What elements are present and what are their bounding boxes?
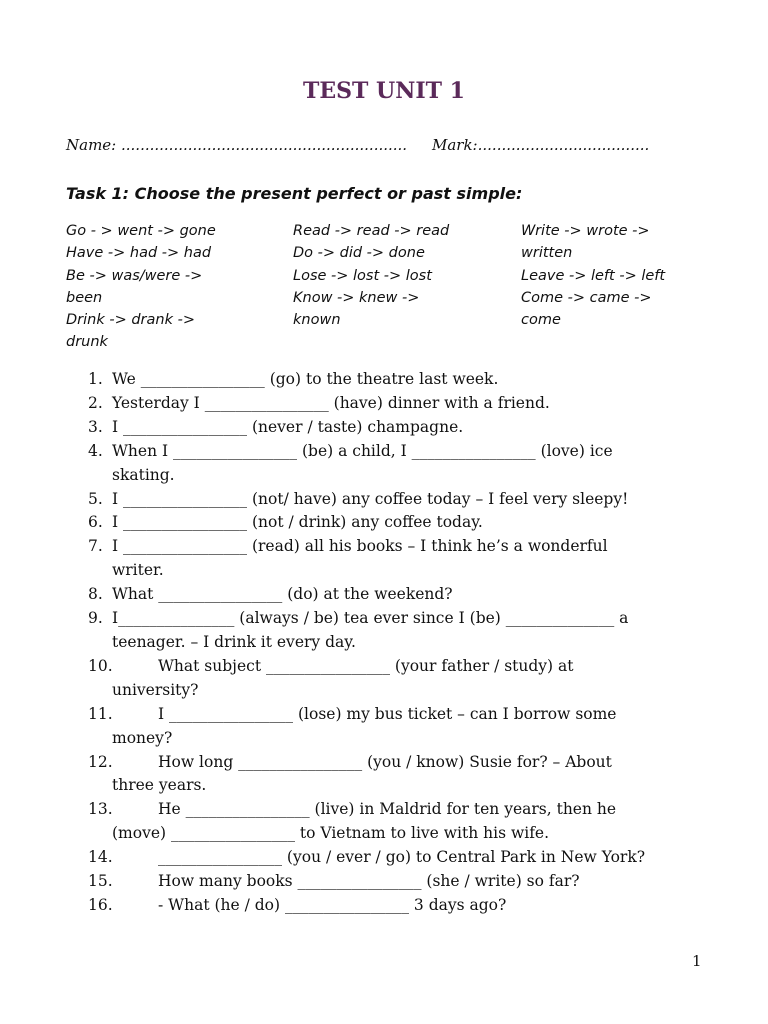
verb-entry: Read -> read -> read xyxy=(293,223,450,239)
question-item xyxy=(66,368,716,392)
verb-entry: been xyxy=(66,289,103,306)
question-item xyxy=(66,583,716,607)
question-number: 6. xyxy=(88,513,103,532)
question-text-continued: skating. xyxy=(112,465,175,484)
question-text: I ________________ (lose) my bus ticket – can I borrow some xyxy=(158,704,617,723)
verb-column-1 xyxy=(66,220,216,354)
question-text-continued: university? xyxy=(112,680,199,699)
question-text: He ________________ (live) in Maldrid for ten years, then he xyxy=(158,800,617,819)
question-list xyxy=(66,368,716,918)
verb-entry: Write -> wrote -> xyxy=(521,223,650,239)
verb-entry: written xyxy=(521,245,573,262)
question-number: 5. xyxy=(88,489,103,508)
mark-field-line: Mark:.................................... xyxy=(432,136,650,154)
question-text: We ________________ (go) to the theatre last week. xyxy=(112,370,499,388)
question-number: 15. xyxy=(88,872,113,891)
question-number: 3. xyxy=(88,417,103,436)
question-text: I ________________ (not / drink) any coffee today. xyxy=(112,513,483,532)
name-field-line: Name: ............................................................ xyxy=(66,136,408,154)
question-number: 7. xyxy=(88,537,103,556)
question-text: I ________________ (not/ have) any coffee today – I feel very sleepy! xyxy=(112,489,629,508)
question-number: 4. xyxy=(88,441,103,460)
question-text: What ________________ (do) at the weekend? xyxy=(112,585,453,604)
question-number: 8. xyxy=(88,585,103,604)
verb-entry: Go - > went -> gone xyxy=(66,223,216,239)
verb-entry: Have -> had -> had xyxy=(66,245,212,262)
question-text: I ________________ (read) all his books – I think he’s a wonderful xyxy=(112,537,608,556)
question-number: 1. xyxy=(88,370,103,388)
question-number: 2. xyxy=(88,393,103,412)
verb-entry: Do -> did -> done xyxy=(293,245,425,262)
question-number: 16. xyxy=(88,895,113,914)
verb-entry: Drink -> drank -> xyxy=(66,312,195,329)
verb-entry: drunk xyxy=(66,334,108,351)
verb-entry: known xyxy=(293,312,341,329)
question-text-continued: teenager. – I drink it every day. xyxy=(112,632,356,651)
verb-entry: come xyxy=(521,312,561,329)
verb-entry: Lose -> lost -> lost xyxy=(293,267,432,284)
verb-entry: Come -> came -> xyxy=(521,289,652,306)
question-number: 9. xyxy=(88,609,103,628)
question-item xyxy=(66,392,716,416)
question-text: What subject ________________ (your father / study) at xyxy=(158,656,574,675)
question-number: 10. xyxy=(88,656,113,675)
question-item xyxy=(66,870,716,894)
question-item xyxy=(66,798,716,846)
verb-column-2 xyxy=(293,220,449,331)
question-item xyxy=(66,894,716,918)
question-item xyxy=(66,535,716,583)
question-text-continued: writer. xyxy=(112,561,164,580)
question-item xyxy=(66,511,716,535)
verb-entry: Know -> knew -> xyxy=(293,289,420,306)
page-title: TEST UNIT 1 xyxy=(303,78,465,104)
question-text: ________________ (you / ever / go) to Central Park in New York? xyxy=(158,848,646,867)
question-number: 13. xyxy=(88,800,113,819)
question-number: 14. xyxy=(88,848,113,867)
verb-entry: Be -> was/were -> xyxy=(66,267,203,284)
question-text-continued: (move) ________________ to Vietnam to live with his wife. xyxy=(112,824,550,843)
question-text-continued: three years. xyxy=(112,776,207,795)
verb-column-3 xyxy=(521,220,665,331)
question-text: I_______________ (always / be) tea ever since I (be) ______________ a xyxy=(112,609,629,628)
question-item xyxy=(66,846,716,870)
page-number: 1 xyxy=(692,952,702,970)
question-item xyxy=(66,655,716,703)
task-title: Task 1: Choose the present perfect or past simple: xyxy=(66,184,523,203)
question-item xyxy=(66,488,716,512)
question-number: 11. xyxy=(88,704,113,723)
question-text: How long ________________ (you / know) Susie for? – About xyxy=(158,752,612,771)
question-item xyxy=(66,703,716,751)
question-text: I ________________ (never / taste) champagne. xyxy=(112,417,464,436)
question-item xyxy=(66,607,716,655)
question-item xyxy=(66,416,716,440)
question-number: 12. xyxy=(88,752,113,771)
question-item xyxy=(66,751,716,799)
verb-entry: Leave -> left -> left xyxy=(521,267,666,284)
question-text: When I ________________ (be) a child, I ________________ (love) ice xyxy=(112,441,613,460)
question-text-continued: money? xyxy=(112,728,173,747)
question-item xyxy=(66,440,716,488)
question-text: Yesterday I ________________ (have) dinner with a friend. xyxy=(112,393,550,412)
question-text: - What (he / do) ________________ 3 days ago? xyxy=(158,895,507,914)
question-text: How many books ________________ (she / write) so far? xyxy=(158,872,580,891)
